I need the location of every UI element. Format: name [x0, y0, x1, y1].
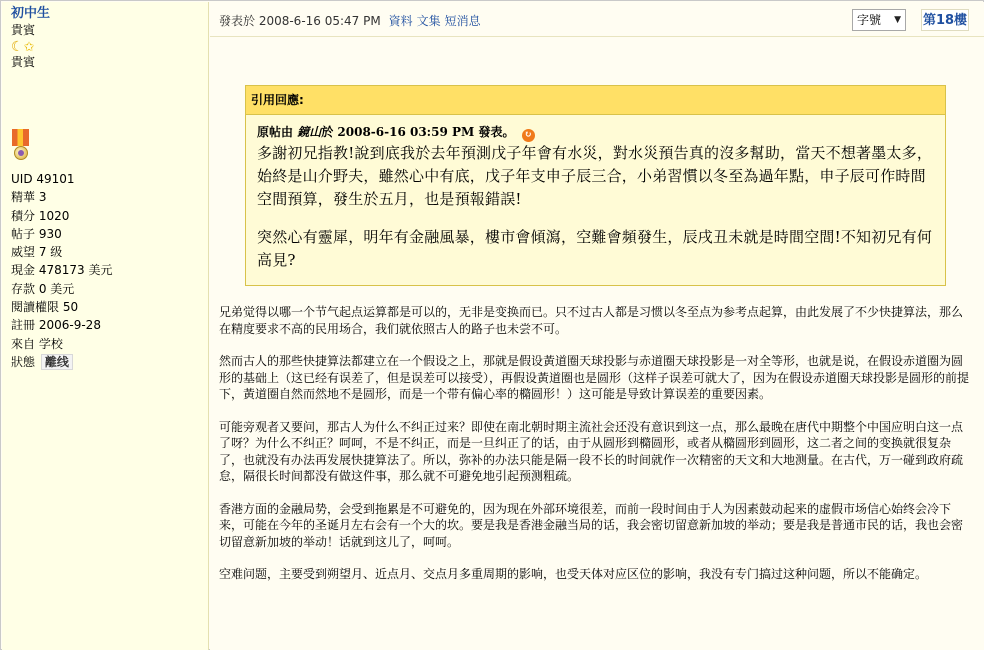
post-paragraph: 兄弟觉得以哪一个节气起点运算都是可以的，无非是变换而已。只不过古人都是习惯以冬至点为参考点起算，由此发展了不少快捷算法，那么在精度要求不高的民用场合，我们就依照古人的路子也未尝不可。: [219, 305, 964, 336]
quote-text: [257, 142, 933, 272]
stat-cash: 現金 478173 美元: [11, 263, 113, 278]
stat-registered: 註冊 2006-9-28: [11, 318, 101, 333]
stat-from: 來自 学校: [11, 336, 63, 351]
post-paragraph: 可能旁观者又要问，那古人为什么不纠正过来？即使在南北朝时期主流社会还没有意识到这一点，那么最晚在唐代中期整个中国应明白这一点了呀？为什么不纠正？呵呵，不是不纠正，而是一旦纠正了的话，由于从圆形到橢圆形，或者从橢圆形到圆形，这二者之间的变换就很复杂了，也就没有办法再发展快捷算法了。所以，弥补的办法只能是隔一段不长的时间就作一次精密的天文和大地测量。在古代，万一碰到政府疏怠，隔很长时间都没有做这件事，那么就不可避免地引起预测粗疏。: [219, 419, 964, 483]
font-size-select[interactable]: 字號 ▼: [852, 9, 906, 31]
medal-icon: [11, 129, 31, 167]
star-icon: ✩: [23, 40, 35, 55]
quote-block: [245, 85, 946, 286]
floor-number-link[interactable]: 第18樓: [921, 9, 969, 31]
moon-icon: ☾: [11, 39, 24, 55]
post-paragraph: 香港方面的金融局势，会受到拖累是不可避免的，因为现在外部环境很差，而前一段时间由于人为因素鼓动起来的虚假市场信心始终会冷下来，可能在今年的圣诞月左右会有一个大的坎。要是我是香港金融当局的话，我会密切留意新加坡的举动；要是我是普通市民的话，我也会密切留意新加坡的举动！话就到这儿了，呵呵。: [219, 501, 964, 549]
stat-posts: 帖子 930: [11, 226, 62, 241]
articles-link[interactable]: 文集: [416, 14, 441, 28]
stat-read-permission: 閱讀權限 50: [11, 300, 79, 315]
profile-link[interactable]: 資料: [388, 14, 413, 28]
stat-uid: UID 49101: [11, 172, 75, 186]
stat-prestige: 威望 7 级: [11, 245, 63, 260]
quote-paragraph: 突然心有靈犀，明年有金融風暴，樓市會傾瀉，空難會頻發生，辰戌丑未就是時間空間!不知初兄有何高見?: [257, 228, 933, 269]
online-status-badge: 離线: [41, 354, 73, 370]
post-body: [219, 304, 971, 599]
post-header: [210, 2, 984, 37]
stat-digest: 精華 3: [11, 190, 47, 205]
author-group-title: 貴賓: [11, 55, 36, 69]
stat-points: 積分 1020: [11, 208, 70, 223]
post-paragraph: 空难问题，主要受到朔望月、近点月、交点月多重周期的影响，也受天体对应区位的影响，我没有专门搞过这种问题，所以不能确定。: [219, 567, 928, 581]
quote-header: 引用回應:: [246, 86, 945, 115]
quote-paragraph: 多謝初兄指教!說到底我於去年預測戊子年會有水災，對水災預告真的沒多幫助，當天不想著墨太多，始終是山介野夫，雖然心中有底，戊子年支申子辰三合，小弟習慣以冬至為過年點，申子辰可作時間空間預算，發生於五月，也是預報錯誤!: [257, 144, 933, 208]
author-stats: [11, 170, 199, 371]
quote-source-user[interactable]: 鏡山: [297, 125, 322, 139]
author-rank-title: 貴賓: [11, 23, 36, 37]
post-meta: [219, 12, 481, 29]
stat-deposit: 存款 0 美元: [11, 281, 75, 296]
post-content-area: [210, 2, 984, 650]
stat-status: 狀態 離线: [11, 353, 199, 371]
quote-body: [246, 115, 945, 272]
post-paragraph: 然而古人的那些快捷算法都建立在一个假设之上，那就是假设黃道圈天球投影与赤道圈天球投影是一对全等形，也就是说，在假设赤道圈为圆形的基础上（这已经有误差了，但是误差可以接受），再假设黃道圈也是圆形（这样子误差可就大了，因为在假设赤道圈天球投影是圆形的前提下，黃道圈自然而然地不是圆形，而是一个带有偏心率的橢圆形！）这可能是导致计算误差的重要因素。: [219, 354, 970, 401]
dropdown-arrow-icon: ▼: [894, 15, 901, 25]
author-sidebar: [2, 2, 209, 650]
rank-stars: [11, 40, 199, 55]
quote-source: 原帖由 鏡山於 2008-6-16 03:59 PM 發表。 ↻: [257, 123, 933, 142]
message-link[interactable]: 短消息: [444, 14, 481, 28]
back-to-post-icon[interactable]: ↻: [522, 129, 535, 142]
author-name[interactable]: 初中生: [11, 6, 51, 21]
post-timestamp: 發表於 2008-6-16 05:47 PM: [219, 14, 381, 28]
